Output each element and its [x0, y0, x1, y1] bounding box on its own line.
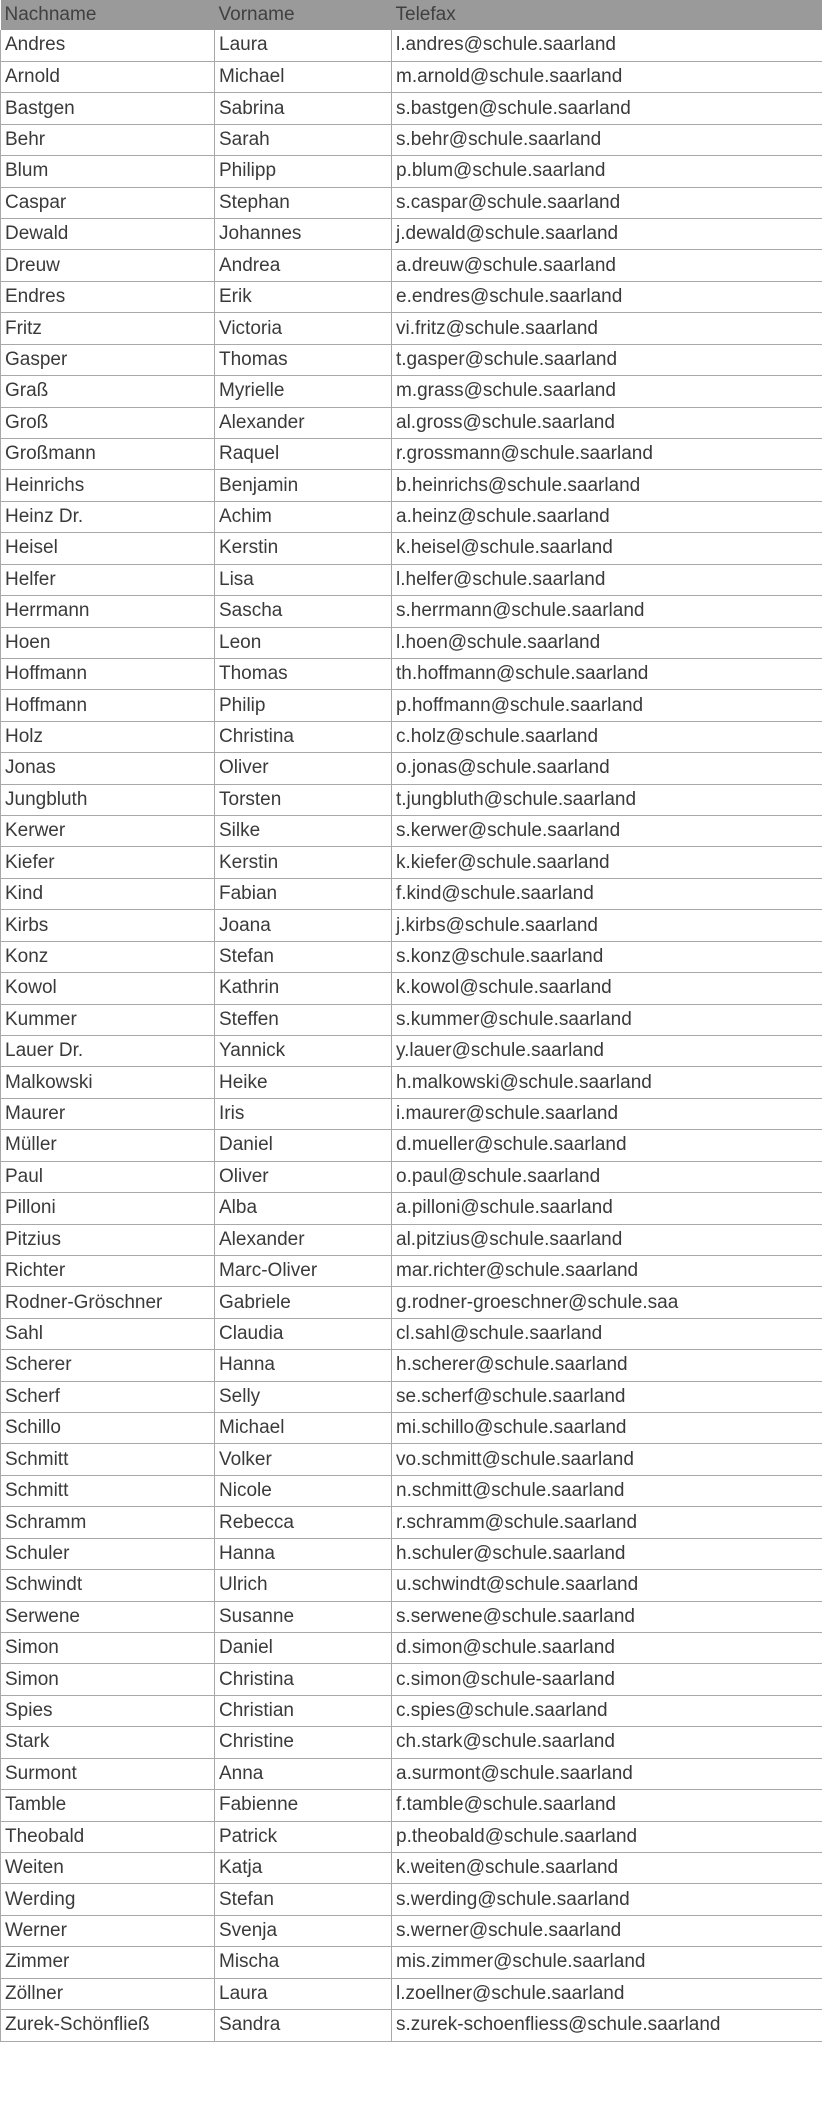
table-row[interactable] [1, 753, 822, 784]
cell-telefax: al.gross@schule.saarland [392, 407, 822, 438]
table-row[interactable] [1, 1695, 822, 1726]
cell-nachname: Tamble [1, 1790, 215, 1821]
table-row[interactable] [1, 61, 822, 92]
cell-nachname: Maurer [1, 1098, 215, 1129]
cell-nachname: Helfer [1, 564, 215, 595]
cell-telefax: a.dreuw@schule.saarland [392, 250, 822, 281]
table-row[interactable] [1, 784, 822, 815]
cell-telefax: s.kummer@schule.saarland [392, 1004, 822, 1035]
cell-vorname: Claudia [215, 1318, 392, 1349]
cell-nachname: Gasper [1, 344, 215, 375]
cell-vorname: Patrick [215, 1821, 392, 1852]
cell-telefax: vo.schmitt@schule.saarland [392, 1444, 822, 1475]
table-row[interactable] [1, 124, 822, 155]
cell-nachname: Holz [1, 721, 215, 752]
table-row[interactable] [1, 627, 822, 658]
table-row[interactable] [1, 219, 822, 250]
cell-nachname: Dreuw [1, 250, 215, 281]
cell-vorname: Philip [215, 690, 392, 721]
table-row[interactable] [1, 1884, 822, 1915]
cell-vorname: Raquel [215, 438, 392, 469]
cell-telefax: h.scherer@schule.saarland [392, 1350, 822, 1381]
table-row[interactable] [1, 313, 822, 344]
table-row[interactable] [1, 721, 822, 752]
cell-telefax: y.lauer@schule.saarland [392, 1036, 822, 1067]
cell-vorname: Oliver [215, 753, 392, 784]
cell-telefax: s.konz@schule.saarland [392, 941, 822, 972]
cell-vorname: Hanna [215, 1350, 392, 1381]
cell-vorname: Kerstin [215, 533, 392, 564]
cell-telefax: p.theobald@schule.saarland [392, 1821, 822, 1852]
table-row[interactable] [1, 816, 822, 847]
table-row[interactable] [1, 1727, 822, 1758]
table-row[interactable] [1, 878, 822, 909]
table-row[interactable] [1, 1947, 822, 1978]
cell-telefax: se.scherf@schule.saarland [392, 1381, 822, 1412]
table-row[interactable] [1, 596, 822, 627]
cell-telefax: s.werner@schule.saarland [392, 1915, 822, 1946]
cell-vorname: Iris [215, 1098, 392, 1129]
cell-nachname: Kerwer [1, 816, 215, 847]
cell-nachname: Schramm [1, 1507, 215, 1538]
cell-vorname: Thomas [215, 658, 392, 689]
cell-vorname: Katja [215, 1852, 392, 1883]
table-row[interactable] [1, 1130, 822, 1161]
cell-vorname: Heike [215, 1067, 392, 1098]
cell-telefax: j.kirbs@schule.saarland [392, 910, 822, 941]
cell-nachname: Schillo [1, 1413, 215, 1444]
table-header [1, 0, 822, 30]
cell-telefax: e.endres@schule.saarland [392, 281, 822, 312]
cell-nachname: Lauer Dr. [1, 1036, 215, 1067]
cell-vorname: Achim [215, 501, 392, 532]
cell-telefax: ch.stark@schule.saarland [392, 1727, 822, 1758]
table-row[interactable] [1, 407, 822, 438]
cell-nachname: Kiefer [1, 847, 215, 878]
cell-nachname: Richter [1, 1255, 215, 1286]
cell-vorname: Ulrich [215, 1570, 392, 1601]
column-header-vorname[interactable]: Vorname [215, 0, 392, 30]
cell-telefax: c.simon@schule-saarland [392, 1664, 822, 1695]
cell-telefax: j.dewald@schule.saarland [392, 219, 822, 250]
cell-vorname: Torsten [215, 784, 392, 815]
column-header-telefax[interactable]: Telefax [392, 0, 822, 30]
table-row[interactable] [1, 2010, 822, 2041]
cell-telefax: cl.sahl@schule.saarland [392, 1318, 822, 1349]
table-row[interactable] [1, 973, 822, 1004]
table-row[interactable] [1, 1381, 822, 1412]
cell-vorname: Victoria [215, 313, 392, 344]
cell-nachname: Simon [1, 1664, 215, 1695]
cell-telefax: s.herrmann@schule.saarland [392, 596, 822, 627]
table-row[interactable] [1, 156, 822, 187]
table-row[interactable] [1, 470, 822, 501]
table-row[interactable] [1, 344, 822, 375]
cell-telefax: t.jungbluth@schule.saarland [392, 784, 822, 815]
cell-nachname: Heinrichs [1, 470, 215, 501]
cell-vorname: Christian [215, 1695, 392, 1726]
cell-telefax: mar.richter@schule.saarland [392, 1255, 822, 1286]
cell-nachname: Malkowski [1, 1067, 215, 1098]
table-row[interactable] [1, 1852, 822, 1883]
table-row[interactable] [1, 1036, 822, 1067]
cell-telefax: l.hoen@schule.saarland [392, 627, 822, 658]
cell-vorname: Laura [215, 1978, 392, 2009]
table-row[interactable] [1, 1161, 822, 1192]
cell-nachname: Zöllner [1, 1978, 215, 2009]
cell-vorname: Stefan [215, 941, 392, 972]
cell-nachname: Heinz Dr. [1, 501, 215, 532]
cell-vorname: Christina [215, 721, 392, 752]
cell-vorname: Andrea [215, 250, 392, 281]
cell-telefax: b.heinrichs@schule.saarland [392, 470, 822, 501]
cell-telefax: s.bastgen@schule.saarland [392, 93, 822, 124]
cell-telefax: s.werding@schule.saarland [392, 1884, 822, 1915]
column-header-nachname[interactable]: Nachname [1, 0, 215, 30]
cell-nachname: Jonas [1, 753, 215, 784]
cell-vorname: Steffen [215, 1004, 392, 1035]
cell-nachname: Müller [1, 1130, 215, 1161]
table-row[interactable] [1, 1224, 822, 1255]
cell-vorname: Rebecca [215, 1507, 392, 1538]
cell-nachname: Schmitt [1, 1475, 215, 1506]
table-row[interactable] [1, 250, 822, 281]
table-row[interactable] [1, 1633, 822, 1664]
table-row[interactable] [1, 1318, 822, 1349]
cell-vorname: Gabriele [215, 1287, 392, 1318]
cell-nachname: Schwindt [1, 1570, 215, 1601]
cell-nachname: Kowol [1, 973, 215, 1004]
cell-nachname: Pilloni [1, 1193, 215, 1224]
cell-nachname: Behr [1, 124, 215, 155]
cell-telefax: vi.fritz@schule.saarland [392, 313, 822, 344]
header-row [1, 0, 822, 30]
table-row[interactable] [1, 438, 822, 469]
cell-vorname: Myrielle [215, 376, 392, 407]
table-row[interactable] [1, 93, 822, 124]
table-row[interactable] [1, 281, 822, 312]
table-row[interactable] [1, 1287, 822, 1318]
table-row[interactable] [1, 1413, 822, 1444]
cell-nachname: Werding [1, 1884, 215, 1915]
cell-vorname: Susanne [215, 1601, 392, 1632]
cell-telefax: r.schramm@schule.saarland [392, 1507, 822, 1538]
cell-vorname: Alexander [215, 407, 392, 438]
cell-vorname: Mischa [215, 1947, 392, 1978]
cell-vorname: Oliver [215, 1161, 392, 1192]
cell-telefax: c.spies@schule.saarland [392, 1695, 822, 1726]
table-row[interactable] [1, 1255, 822, 1286]
cell-telefax: mi.schillo@schule.saarland [392, 1413, 822, 1444]
cell-vorname: Nicole [215, 1475, 392, 1506]
table-row[interactable] [1, 1978, 822, 2009]
table-row[interactable] [1, 1350, 822, 1381]
cell-nachname: Stark [1, 1727, 215, 1758]
cell-nachname: Schuler [1, 1538, 215, 1569]
cell-vorname: Fabian [215, 878, 392, 909]
cell-telefax: l.andres@schule.saarland [392, 30, 822, 61]
cell-vorname: Laura [215, 30, 392, 61]
cell-nachname: Theobald [1, 1821, 215, 1852]
cell-telefax: d.mueller@schule.saarland [392, 1130, 822, 1161]
table-row[interactable] [1, 1821, 822, 1852]
cell-telefax: g.rodner-groeschner@schule.saa [392, 1287, 822, 1318]
cell-telefax: o.jonas@schule.saarland [392, 753, 822, 784]
table-row[interactable] [1, 1664, 822, 1695]
cell-telefax: f.tamble@schule.saarland [392, 1790, 822, 1821]
cell-telefax: r.grossmann@schule.saarland [392, 438, 822, 469]
cell-telefax: d.simon@schule.saarland [392, 1633, 822, 1664]
cell-telefax: s.behr@schule.saarland [392, 124, 822, 155]
cell-vorname: Thomas [215, 344, 392, 375]
cell-nachname: Pitzius [1, 1224, 215, 1255]
cell-vorname: Alexander [215, 1224, 392, 1255]
cell-nachname: Dewald [1, 219, 215, 250]
cell-nachname: Konz [1, 941, 215, 972]
table-row[interactable] [1, 501, 822, 532]
cell-vorname: Selly [215, 1381, 392, 1412]
cell-nachname: Werner [1, 1915, 215, 1946]
cell-nachname: Fritz [1, 313, 215, 344]
table-row[interactable] [1, 1601, 822, 1632]
cell-vorname: Daniel [215, 1130, 392, 1161]
table-row[interactable] [1, 1758, 822, 1789]
cell-nachname: Kind [1, 878, 215, 909]
cell-telefax: s.kerwer@schule.saarland [392, 816, 822, 847]
cell-telefax: l.helfer@schule.saarland [392, 564, 822, 595]
cell-telefax: p.hoffmann@schule.saarland [392, 690, 822, 721]
cell-vorname: Daniel [215, 1633, 392, 1664]
cell-vorname: Sandra [215, 2010, 392, 2041]
cell-telefax: s.zurek-schoenfliess@schule.saarland [392, 2010, 822, 2041]
cell-nachname: Kummer [1, 1004, 215, 1035]
table-row[interactable] [1, 1475, 822, 1506]
cell-telefax: p.blum@schule.saarland [392, 156, 822, 187]
cell-telefax: n.schmitt@schule.saarland [392, 1475, 822, 1506]
cell-nachname: Graß [1, 376, 215, 407]
cell-telefax: k.heisel@schule.saarland [392, 533, 822, 564]
cell-vorname: Sascha [215, 596, 392, 627]
cell-nachname: Blum [1, 156, 215, 187]
cell-telefax: al.pitzius@schule.saarland [392, 1224, 822, 1255]
cell-vorname: Joana [215, 910, 392, 941]
cell-vorname: Erik [215, 281, 392, 312]
table-row[interactable] [1, 1538, 822, 1569]
cell-telefax: k.weiten@schule.saarland [392, 1852, 822, 1883]
cell-nachname: Bastgen [1, 93, 215, 124]
cell-telefax: k.kowol@schule.saarland [392, 973, 822, 1004]
table-row[interactable] [1, 1098, 822, 1129]
cell-telefax: s.caspar@schule.saarland [392, 187, 822, 218]
cell-nachname: Spies [1, 1695, 215, 1726]
cell-nachname: Andres [1, 30, 215, 61]
cell-telefax: s.serwene@schule.saarland [392, 1601, 822, 1632]
cell-vorname: Kerstin [215, 847, 392, 878]
cell-vorname: Anna [215, 1758, 392, 1789]
cell-nachname: Schmitt [1, 1444, 215, 1475]
cell-telefax: mis.zimmer@schule.saarland [392, 1947, 822, 1978]
table-row[interactable] [1, 533, 822, 564]
cell-nachname: Großmann [1, 438, 215, 469]
table-row[interactable] [1, 847, 822, 878]
table-row[interactable] [1, 1193, 822, 1224]
cell-nachname: Caspar [1, 187, 215, 218]
table-row[interactable] [1, 1067, 822, 1098]
cell-nachname: Heisel [1, 533, 215, 564]
cell-nachname: Surmont [1, 1758, 215, 1789]
cell-vorname: Benjamin [215, 470, 392, 501]
cell-telefax: t.gasper@schule.saarland [392, 344, 822, 375]
cell-vorname: Michael [215, 61, 392, 92]
table-row[interactable] [1, 1444, 822, 1475]
table-row[interactable] [1, 1004, 822, 1035]
cell-nachname: Hoffmann [1, 690, 215, 721]
cell-vorname: Stephan [215, 187, 392, 218]
table-row[interactable] [1, 910, 822, 941]
cell-vorname: Christina [215, 1664, 392, 1695]
cell-vorname: Yannick [215, 1036, 392, 1067]
cell-telefax: h.schuler@schule.saarland [392, 1538, 822, 1569]
cell-telefax: a.heinz@schule.saarland [392, 501, 822, 532]
table-row[interactable] [1, 376, 822, 407]
cell-nachname: Paul [1, 1161, 215, 1192]
cell-nachname: Hoen [1, 627, 215, 658]
cell-vorname: Lisa [215, 564, 392, 595]
table-row[interactable] [1, 30, 822, 61]
cell-vorname: Svenja [215, 1915, 392, 1946]
table-row[interactable] [1, 1507, 822, 1538]
table-row[interactable] [1, 1790, 822, 1821]
cell-telefax: m.grass@schule.saarland [392, 376, 822, 407]
table-row[interactable] [1, 658, 822, 689]
cell-vorname: Stefan [215, 1884, 392, 1915]
cell-vorname: Leon [215, 627, 392, 658]
table-row[interactable] [1, 690, 822, 721]
cell-nachname: Scherf [1, 1381, 215, 1412]
cell-nachname: Groß [1, 407, 215, 438]
cell-nachname: Simon [1, 1633, 215, 1664]
cell-telefax: i.maurer@schule.saarland [392, 1098, 822, 1129]
cell-vorname: Johannes [215, 219, 392, 250]
cell-nachname: Kirbs [1, 910, 215, 941]
cell-nachname: Arnold [1, 61, 215, 92]
cell-nachname: Serwene [1, 1601, 215, 1632]
cell-telefax: o.paul@schule.saarland [392, 1161, 822, 1192]
cell-vorname: Hanna [215, 1538, 392, 1569]
cell-telefax: k.kiefer@schule.saarland [392, 847, 822, 878]
cell-vorname: Christine [215, 1727, 392, 1758]
cell-vorname: Volker [215, 1444, 392, 1475]
table-row[interactable] [1, 564, 822, 595]
cell-nachname: Zurek-Schönfließ [1, 2010, 215, 2041]
cell-vorname: Silke [215, 816, 392, 847]
table-row[interactable] [1, 187, 822, 218]
cell-vorname: Alba [215, 1193, 392, 1224]
cell-telefax: f.kind@schule.saarland [392, 878, 822, 909]
cell-nachname: Endres [1, 281, 215, 312]
cell-nachname: Herrmann [1, 596, 215, 627]
table-row[interactable] [1, 941, 822, 972]
cell-nachname: Sahl [1, 1318, 215, 1349]
cell-nachname: Jungbluth [1, 784, 215, 815]
cell-telefax: m.arnold@schule.saarland [392, 61, 822, 92]
cell-vorname: Marc-Oliver [215, 1255, 392, 1286]
cell-nachname: Hoffmann [1, 658, 215, 689]
cell-vorname: Fabienne [215, 1790, 392, 1821]
cell-nachname: Scherer [1, 1350, 215, 1381]
table-row[interactable] [1, 1915, 822, 1946]
cell-nachname: Weiten [1, 1852, 215, 1883]
cell-telefax: l.zoellner@schule.saarland [392, 1978, 822, 2009]
cell-telefax: c.holz@schule.saarland [392, 721, 822, 752]
cell-vorname: Philipp [215, 156, 392, 187]
cell-vorname: Sarah [215, 124, 392, 155]
table-row[interactable] [1, 1570, 822, 1601]
cell-telefax: a.pilloni@schule.saarland [392, 1193, 822, 1224]
cell-vorname: Kathrin [215, 973, 392, 1004]
cell-vorname: Sabrina [215, 93, 392, 124]
cell-nachname: Zimmer [1, 1947, 215, 1978]
cell-telefax: th.hoffmann@schule.saarland [392, 658, 822, 689]
cell-telefax: u.schwindt@schule.saarland [392, 1570, 822, 1601]
cell-telefax: h.malkowski@schule.saarland [392, 1067, 822, 1098]
cell-nachname: Rodner-Gröschner [1, 1287, 215, 1318]
cell-vorname: Michael [215, 1413, 392, 1444]
cell-telefax: a.surmont@schule.saarland [392, 1758, 822, 1789]
table-body [1, 30, 822, 2041]
